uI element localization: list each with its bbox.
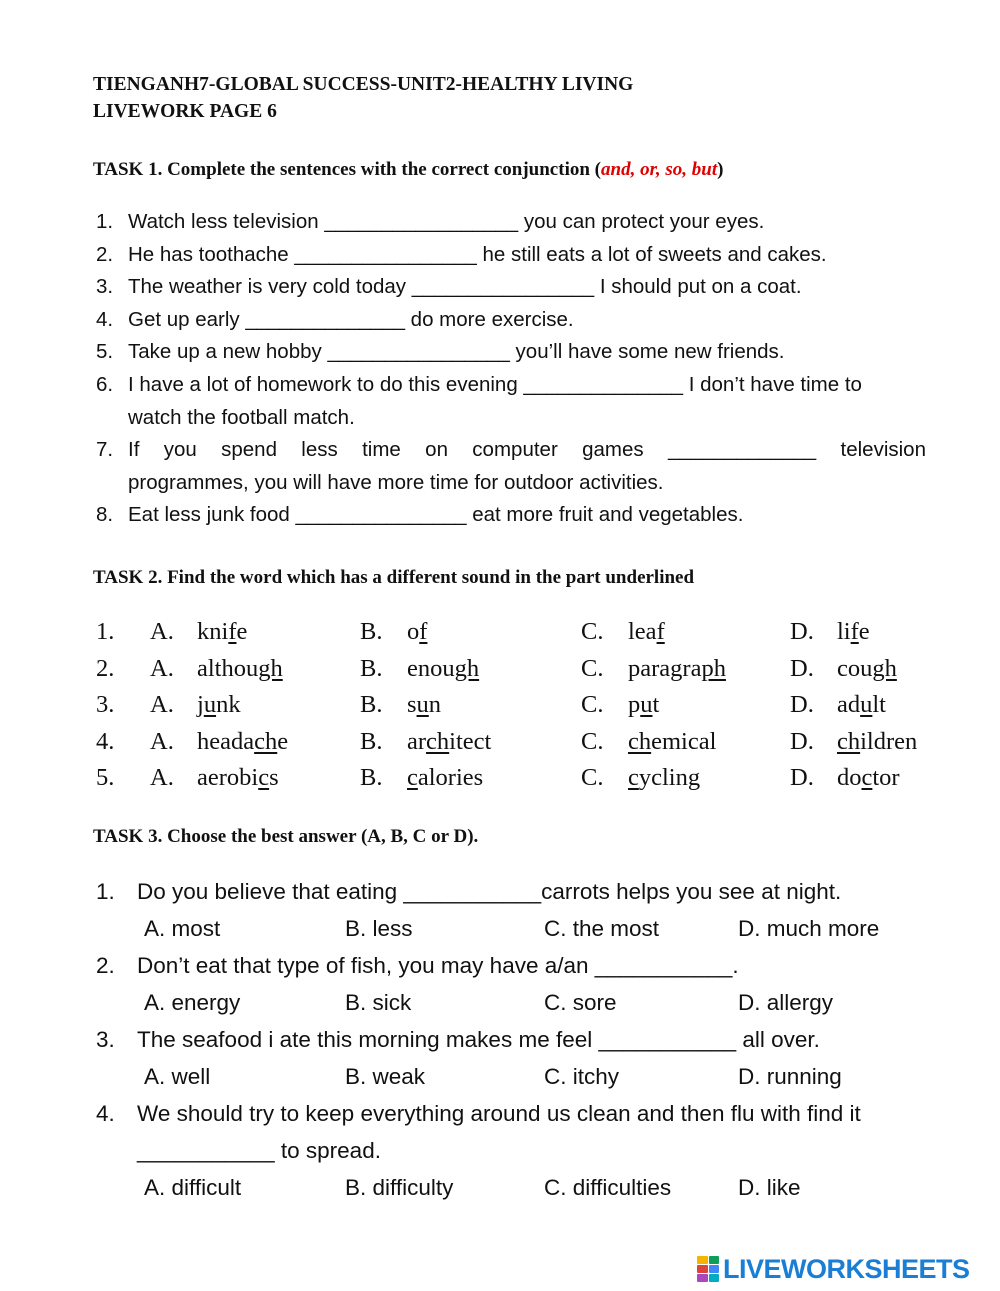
task1-title — [93, 159, 723, 181]
word-underlined-part: c — [628, 764, 639, 791]
answer-options — [96, 910, 936, 947]
task1-conjunction-options: and, or, so, but — [601, 159, 718, 180]
option-letter: D. — [790, 764, 814, 791]
question-text-line1: The seafood i ate this morning makes me feel ___________ all over. — [137, 1027, 820, 1052]
option-letter: D. — [790, 654, 814, 682]
task2-option — [150, 655, 283, 683]
word-prefix: j — [197, 691, 204, 718]
task3-question — [96, 1021, 936, 1058]
task2-row — [96, 728, 956, 765]
word-prefix: li — [837, 618, 851, 645]
item-number: 2. — [96, 242, 114, 266]
word-suffix: tor — [872, 764, 900, 791]
answer-option: A. well — [144, 1064, 211, 1089]
word-prefix: p — [628, 691, 641, 718]
answer-option: C. itchy — [544, 1064, 620, 1089]
word-suffix: lt — [872, 691, 886, 718]
task2-option — [581, 655, 726, 683]
option-letter: A. — [150, 654, 174, 682]
item-sentence: Take up a new hobby ________________ you’ll have some new friends. — [128, 340, 785, 364]
task2-option — [581, 728, 716, 756]
task2-option — [790, 618, 870, 646]
answer-option: A. difficult — [144, 1175, 242, 1200]
answer-option: D. allergy — [738, 990, 834, 1015]
question-text-line1: We should try to keep everything around us clean and then flu with find it — [137, 1101, 861, 1126]
answer-option: B. less — [345, 916, 413, 941]
option-letter: C. — [581, 764, 604, 791]
task2-row — [96, 691, 956, 728]
task2-option — [360, 728, 491, 756]
task3-question — [96, 1095, 936, 1169]
answer-option: C. the most — [544, 916, 660, 941]
word-prefix: althou — [197, 654, 259, 682]
item-sentence: He has toothache ________________ he still eats a lot of sweets and cakes. — [128, 242, 827, 266]
option-letter: B. — [360, 727, 383, 755]
item-number: 8. — [96, 503, 114, 527]
answer-options — [96, 984, 936, 1021]
answer-option: B. weak — [345, 1064, 426, 1089]
option-letter: C. — [581, 727, 604, 755]
word-underlined-part: u — [640, 691, 653, 718]
word-suffix: n — [428, 691, 442, 718]
word-underlined-part: u — [416, 691, 429, 718]
task2-title: TASK 2. Find the word which has a different sound in the part underlined — [93, 567, 695, 588]
word-suffix: nk — [216, 691, 241, 718]
word-suffix: s — [269, 764, 279, 791]
word-suffix: e — [236, 618, 248, 645]
question-text-line1: Do you believe that eating ___________carrots helps you see at night. — [137, 879, 842, 904]
word-prefix: aerobi — [197, 764, 259, 791]
task1-item — [96, 206, 926, 239]
task2-row — [96, 618, 956, 655]
question-text-line1: Don’t eat that type of fish, you may have a/an ___________. — [137, 953, 739, 978]
task2-option — [790, 655, 897, 683]
task3-list — [96, 873, 936, 1206]
liveworksheets-logo-icon — [697, 1256, 719, 1282]
logo-block — [709, 1274, 720, 1282]
word-prefix: ad — [837, 691, 861, 718]
item-sentence-line1: If you spend less time on computer games _____________ television — [128, 438, 926, 462]
task2-grid — [96, 618, 956, 801]
answer-option: D. like — [738, 1175, 801, 1200]
word-suffix: alories — [417, 764, 484, 791]
task1-item — [96, 336, 926, 369]
task2-option — [360, 618, 427, 646]
option-letter: D. — [790, 727, 814, 755]
item-sentence-line2: programmes, you will have more time for outdoor activities. — [128, 470, 664, 494]
task1-title-end: ) — [717, 159, 724, 180]
option-letter: A. — [150, 727, 174, 755]
word-prefix: s — [407, 691, 417, 718]
task2-option — [581, 764, 700, 792]
option-letter: A. — [150, 618, 174, 645]
answer-option: D. running — [738, 1064, 842, 1089]
word-suffix: e — [858, 618, 870, 645]
word-prefix: cou — [837, 654, 873, 682]
worksheet-header — [93, 71, 633, 125]
word-underlined-part: gh — [872, 654, 897, 682]
word-underlined-part: f — [228, 618, 237, 645]
logo-block — [709, 1265, 720, 1273]
task2-row-number: 4. — [96, 727, 115, 755]
item-sentence — [128, 434, 926, 499]
question-text — [137, 947, 936, 984]
word-underlined-part: ch — [837, 727, 861, 755]
item-sentence — [128, 369, 926, 434]
option-letter: A. — [150, 764, 174, 791]
item-sentence: The weather is very cold today ________________ I should put on a coat. — [128, 275, 802, 299]
task2-option — [360, 655, 479, 683]
task2-row-number: 3. — [96, 691, 115, 718]
item-sentence: Watch less television _________________ you can protect your eyes. — [128, 210, 765, 233]
answer-option: C. sore — [544, 990, 617, 1015]
task3-question — [96, 947, 936, 984]
task1-item — [96, 499, 926, 532]
word-underlined-part: ch — [426, 727, 450, 755]
word-underlined-part: u — [860, 691, 873, 718]
word-prefix: o — [407, 618, 420, 645]
word-prefix: enou — [407, 654, 455, 682]
item-sentence: Get up early ______________ do more exercise. — [128, 307, 574, 331]
question-number: 2. — [96, 953, 115, 978]
liveworksheets-logo-text: LIVEWORKSHEETS — [723, 1253, 970, 1284]
header-title: TIENGANH7-GLOBAL SUCCESS-UNIT2-HEALTHY LIVING — [93, 74, 634, 95]
answer-option: D. much more — [738, 916, 880, 941]
item-sentence: Eat less junk food _______________ eat more fruit and vegetables. — [128, 503, 744, 527]
word-suffix: ycling — [638, 764, 701, 791]
item-number: 4. — [96, 307, 114, 331]
word-underlined-part: ch — [628, 727, 652, 755]
task2-option — [790, 764, 900, 792]
question-number: 4. — [96, 1101, 115, 1126]
logo-block — [709, 1256, 720, 1264]
word-underlined-part: c — [861, 764, 873, 791]
task3-title: TASK 3. Choose the best answer (A, B, C or D). — [93, 826, 479, 847]
task2-row — [96, 764, 956, 801]
option-letter: C. — [581, 618, 604, 645]
option-letter: B. — [360, 691, 383, 718]
question-text — [137, 873, 936, 910]
word-underlined-part: ch — [254, 727, 278, 755]
option-letter: D. — [790, 691, 814, 718]
task1-title-text: TASK 1. Complete the sentences with the correct conjunction ( — [93, 159, 601, 180]
item-sentence-line2: watch the football match. — [128, 405, 355, 429]
task2-row-number: 5. — [96, 764, 115, 791]
option-letter: D. — [790, 618, 814, 645]
answer-options — [96, 1058, 936, 1095]
word-prefix: paragra — [628, 654, 702, 682]
word-prefix: lea — [628, 618, 657, 645]
answer-option: C. difficulties — [544, 1175, 672, 1200]
option-letter: B. — [360, 618, 383, 645]
answer-option: B. sick — [345, 990, 412, 1015]
task2-option — [150, 764, 279, 792]
word-underlined-part: f — [850, 618, 859, 645]
task2-option — [790, 728, 917, 756]
task1-item — [96, 434, 926, 499]
question-text — [137, 1021, 936, 1058]
word-underlined-part: gh — [258, 654, 283, 682]
word-underlined-part: u — [203, 691, 217, 718]
answer-option: A. energy — [144, 990, 241, 1015]
question-text-line2: ___________ to spread. — [137, 1138, 381, 1163]
word-underlined-part: f — [656, 618, 665, 645]
header-subtitle: LIVEWORK PAGE 6 — [93, 101, 277, 122]
option-letter: A. — [150, 691, 174, 718]
task3-question — [96, 873, 936, 910]
task2-option — [360, 691, 441, 719]
word-underlined-part: gh — [454, 654, 480, 682]
item-number: 7. — [96, 438, 114, 462]
task2-option — [150, 618, 247, 646]
word-suffix: e — [277, 727, 289, 755]
task2-row-number: 1. — [96, 618, 115, 645]
option-letter: B. — [360, 654, 383, 682]
word-prefix: ar — [407, 727, 427, 755]
item-number: 3. — [96, 275, 114, 299]
task1-item — [96, 304, 926, 337]
question-number: 1. — [96, 879, 115, 904]
logo-block — [697, 1265, 708, 1273]
task1-list — [96, 206, 926, 532]
item-number: 5. — [96, 340, 114, 364]
word-underlined-part: ph — [701, 654, 726, 682]
task2-option — [150, 691, 241, 719]
task2-option — [790, 691, 886, 719]
liveworksheets-logo — [697, 1253, 970, 1285]
word-underlined-part: f — [419, 618, 428, 645]
answer-option: A. most — [144, 916, 221, 941]
answer-option: B. difficulty — [345, 1175, 454, 1200]
answer-options — [96, 1169, 936, 1206]
question-number: 3. — [96, 1027, 115, 1052]
task2-option — [581, 618, 665, 646]
task1-item — [96, 239, 926, 272]
question-text — [137, 1095, 936, 1169]
logo-block — [697, 1256, 708, 1264]
item-number: 6. — [96, 372, 114, 396]
word-prefix: do — [837, 764, 862, 791]
task1-item — [96, 271, 926, 304]
word-suffix: emical — [651, 727, 717, 755]
option-letter: B. — [360, 764, 383, 791]
word-underlined-part: c — [407, 764, 418, 791]
task2-option — [150, 728, 288, 756]
word-prefix: heada — [197, 727, 255, 755]
task2-option — [360, 764, 483, 792]
word-prefix: kni — [197, 618, 229, 645]
task1-item — [96, 369, 926, 434]
logo-block — [697, 1274, 708, 1282]
word-suffix: t — [652, 691, 660, 718]
word-underlined-part: c — [258, 764, 270, 791]
item-number: 1. — [96, 210, 114, 233]
task2-row — [96, 655, 956, 692]
option-letter: C. — [581, 691, 604, 718]
word-suffix: ildren — [860, 727, 918, 755]
item-sentence-line1: I have a lot of homework to do this evening ______________ I don’t have time to — [128, 372, 862, 396]
task2-option — [581, 691, 659, 719]
task2-row-number: 2. — [96, 654, 115, 682]
option-letter: C. — [581, 654, 604, 682]
word-suffix: itect — [449, 727, 492, 755]
